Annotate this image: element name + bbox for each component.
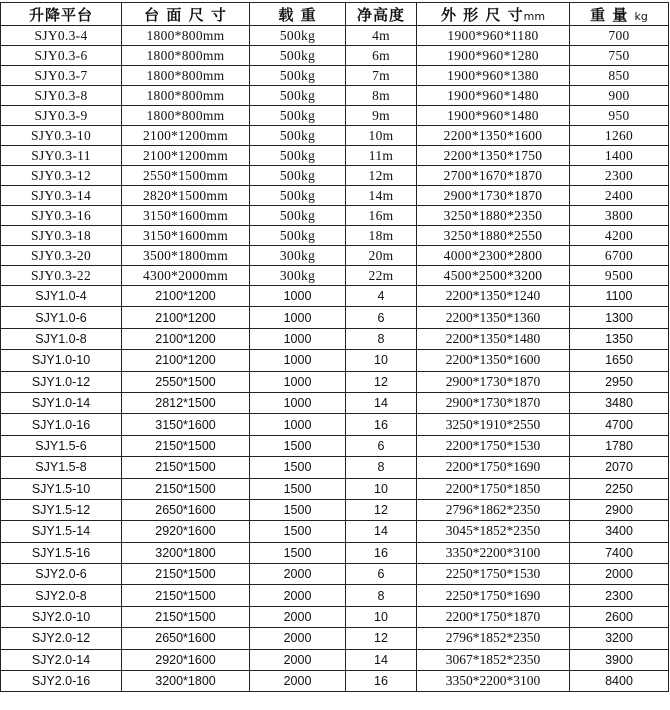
cell-outer-size: 2200*1350*1360 — [417, 307, 570, 328]
cell-table-size: 2100*1200 — [122, 307, 250, 328]
table-row — [1, 628, 669, 649]
cell-load: 1500 — [250, 521, 346, 542]
cell-weight: 1300 — [570, 307, 669, 328]
table-row — [1, 66, 669, 86]
cell-model: SJY0.3-16 — [1, 206, 122, 226]
cell-model: SJY0.3-18 — [1, 226, 122, 246]
cell-outer-size: 1900*960*1480 — [417, 106, 570, 126]
cell-table-size: 2820*1500mm — [122, 186, 250, 206]
cell-weight: 2250 — [570, 478, 669, 499]
cell-table-size: 1800*800mm — [122, 46, 250, 66]
cell-clear-height: 10 — [346, 350, 417, 371]
cell-load: 1000 — [250, 392, 346, 413]
cell-table-size: 2150*1500 — [122, 457, 250, 478]
cell-load: 1000 — [250, 371, 346, 392]
cell-weight: 3200 — [570, 628, 669, 649]
header-row — [1, 3, 669, 26]
table-row — [1, 266, 669, 286]
cell-outer-size: 2200*1350*1240 — [417, 286, 570, 307]
table-row — [1, 186, 669, 206]
cell-table-size: 1800*800mm — [122, 106, 250, 126]
cell-outer-size: 2700*1670*1870 — [417, 166, 570, 186]
cell-outer-size: 2200*1350*1600 — [417, 126, 570, 146]
cell-model: SJY1.0-14 — [1, 392, 122, 413]
cell-outer-size: 2200*1750*1530 — [417, 435, 570, 456]
cell-weight: 3800 — [570, 206, 669, 226]
heavy-duty-section — [1, 286, 669, 692]
table-row — [1, 166, 669, 186]
cell-outer-size: 2200*1750*1870 — [417, 606, 570, 627]
cell-model: SJY0.3-4 — [1, 26, 122, 46]
cell-outer-size: 3350*2200*3100 — [417, 542, 570, 563]
table-row — [1, 542, 669, 563]
cell-model: SJY0.3-20 — [1, 246, 122, 266]
cell-clear-height: 6m — [346, 46, 417, 66]
cell-load: 2000 — [250, 606, 346, 627]
table-row — [1, 606, 669, 627]
cell-weight: 8400 — [570, 671, 669, 692]
cell-load: 500kg — [250, 66, 346, 86]
cell-outer-size: 2900*1730*1870 — [417, 186, 570, 206]
cell-load: 1000 — [250, 350, 346, 371]
table-row — [1, 499, 669, 520]
cell-outer-size: 3045*1852*2350 — [417, 521, 570, 542]
cell-model: SJY1.0-4 — [1, 286, 122, 307]
cell-weight: 4700 — [570, 414, 669, 435]
cell-load: 1000 — [250, 307, 346, 328]
cell-model: SJY0.3-9 — [1, 106, 122, 126]
cell-clear-height: 9m — [346, 106, 417, 126]
cell-clear-height: 8 — [346, 328, 417, 349]
cell-load: 1500 — [250, 499, 346, 520]
cell-outer-size: 2796*1852*2350 — [417, 628, 570, 649]
table-row — [1, 371, 669, 392]
cell-model: SJY1.5-10 — [1, 478, 122, 499]
header-weight-label: 重 量 — [590, 5, 629, 24]
cell-table-size: 2100*1200 — [122, 328, 250, 349]
cell-load: 500kg — [250, 166, 346, 186]
cell-load: 2000 — [250, 585, 346, 606]
cell-load: 500kg — [250, 46, 346, 66]
cell-clear-height: 18m — [346, 226, 417, 246]
cell-weight: 2400 — [570, 186, 669, 206]
cell-table-size: 2650*1600 — [122, 499, 250, 520]
cell-model: SJY1.5-6 — [1, 435, 122, 456]
cell-model: SJY1.0-16 — [1, 414, 122, 435]
header-weight — [570, 3, 669, 26]
cell-weight: 750 — [570, 46, 669, 66]
cell-table-size: 1800*800mm — [122, 86, 250, 106]
cell-model: SJY0.3-11 — [1, 146, 122, 166]
cell-clear-height: 16m — [346, 206, 417, 226]
cell-outer-size: 2200*1750*1850 — [417, 478, 570, 499]
cell-load: 2000 — [250, 564, 346, 585]
cell-weight: 1350 — [570, 328, 669, 349]
cell-model: SJY0.3-6 — [1, 46, 122, 66]
cell-clear-height: 16 — [346, 671, 417, 692]
cell-outer-size: 2200*1350*1480 — [417, 328, 570, 349]
cell-outer-size: 2200*1350*1600 — [417, 350, 570, 371]
table-row — [1, 328, 669, 349]
table-row — [1, 414, 669, 435]
cell-clear-height: 10 — [346, 606, 417, 627]
cell-table-size: 2920*1600 — [122, 521, 250, 542]
cell-model: SJY0.3-22 — [1, 266, 122, 286]
cell-load: 500kg — [250, 206, 346, 226]
cell-clear-height: 20m — [346, 246, 417, 266]
cell-weight: 2070 — [570, 457, 669, 478]
cell-load: 500kg — [250, 226, 346, 246]
header-model: 升降平台 — [1, 3, 122, 26]
header-load: 载 重 — [250, 3, 346, 26]
cell-table-size: 2812*1500 — [122, 392, 250, 413]
cell-model: SJY1.0-12 — [1, 371, 122, 392]
cell-clear-height: 12 — [346, 371, 417, 392]
cell-weight: 2950 — [570, 371, 669, 392]
cell-weight: 1400 — [570, 146, 669, 166]
cell-model: SJY0.3-10 — [1, 126, 122, 146]
table-row — [1, 146, 669, 166]
cell-table-size: 2150*1500 — [122, 606, 250, 627]
cell-weight: 2000 — [570, 564, 669, 585]
cell-load: 500kg — [250, 106, 346, 126]
header-outer-size-label: 外 形 尺 寸 — [440, 5, 524, 24]
cell-outer-size: 2200*1350*1750 — [417, 146, 570, 166]
spec-table — [0, 2, 669, 692]
cell-model: SJY0.3-12 — [1, 166, 122, 186]
cell-outer-size: 3250*1880*2550 — [417, 226, 570, 246]
cell-table-size: 4300*2000mm — [122, 266, 250, 286]
header-outer-size-unit: mm — [523, 9, 546, 23]
cell-weight: 9500 — [570, 266, 669, 286]
cell-clear-height: 6 — [346, 564, 417, 585]
table-row — [1, 671, 669, 692]
cell-model: SJY2.0-14 — [1, 649, 122, 670]
cell-clear-height: 12 — [346, 499, 417, 520]
cell-outer-size: 2796*1862*2350 — [417, 499, 570, 520]
cell-clear-height: 4 — [346, 286, 417, 307]
cell-weight: 900 — [570, 86, 669, 106]
table-row — [1, 46, 669, 66]
table-row — [1, 126, 669, 146]
cell-table-size: 2150*1500 — [122, 435, 250, 456]
cell-weight: 1100 — [570, 286, 669, 307]
cell-table-size: 2150*1500 — [122, 478, 250, 499]
cell-outer-size: 1900*960*1280 — [417, 46, 570, 66]
cell-weight: 3480 — [570, 392, 669, 413]
cell-table-size: 1800*800mm — [122, 66, 250, 86]
cell-model: SJY1.5-12 — [1, 499, 122, 520]
cell-weight: 950 — [570, 106, 669, 126]
cell-table-size: 3150*1600mm — [122, 206, 250, 226]
cell-model: SJY2.0-12 — [1, 628, 122, 649]
cell-clear-height: 14m — [346, 186, 417, 206]
table-row — [1, 246, 669, 266]
cell-clear-height: 14 — [346, 392, 417, 413]
cell-table-size: 2100*1200mm — [122, 126, 250, 146]
cell-table-size: 3150*1600 — [122, 414, 250, 435]
cell-load: 500kg — [250, 146, 346, 166]
cell-table-size: 2150*1500 — [122, 564, 250, 585]
cell-clear-height: 8 — [346, 585, 417, 606]
cell-load: 2000 — [250, 628, 346, 649]
cell-clear-height: 11m — [346, 146, 417, 166]
cell-load: 1500 — [250, 435, 346, 456]
cell-outer-size: 2900*1730*1870 — [417, 392, 570, 413]
cell-weight: 3900 — [570, 649, 669, 670]
cell-outer-size: 2200*1750*1690 — [417, 457, 570, 478]
header-clear-height: 净高度 — [346, 3, 417, 26]
cell-clear-height: 12 — [346, 628, 417, 649]
light-duty-section — [1, 26, 669, 286]
cell-model: SJY1.0-10 — [1, 350, 122, 371]
cell-load: 1000 — [250, 286, 346, 307]
header-outer-size — [417, 3, 570, 26]
cell-clear-height: 6 — [346, 307, 417, 328]
cell-load: 300kg — [250, 246, 346, 266]
cell-model: SJY1.0-8 — [1, 328, 122, 349]
cell-load: 1500 — [250, 542, 346, 563]
cell-table-size: 3150*1600mm — [122, 226, 250, 246]
cell-outer-size: 3250*1880*2350 — [417, 206, 570, 226]
cell-clear-height: 8 — [346, 457, 417, 478]
cell-outer-size: 1900*960*1380 — [417, 66, 570, 86]
table-row — [1, 350, 669, 371]
table-row — [1, 457, 669, 478]
table-row — [1, 226, 669, 246]
cell-table-size: 2100*1200 — [122, 286, 250, 307]
cell-load: 1000 — [250, 328, 346, 349]
cell-model: SJY0.3-7 — [1, 66, 122, 86]
cell-clear-height: 8m — [346, 86, 417, 106]
cell-load: 1000 — [250, 414, 346, 435]
cell-table-size: 1800*800mm — [122, 26, 250, 46]
cell-weight: 1650 — [570, 350, 669, 371]
cell-table-size: 2100*1200mm — [122, 146, 250, 166]
cell-weight: 6700 — [570, 246, 669, 266]
cell-weight: 1260 — [570, 126, 669, 146]
cell-load: 1500 — [250, 457, 346, 478]
cell-model: SJY1.5-14 — [1, 521, 122, 542]
cell-outer-size: 3250*1910*2550 — [417, 414, 570, 435]
cell-clear-height: 6 — [346, 435, 417, 456]
cell-clear-height: 10 — [346, 478, 417, 499]
cell-outer-size: 4500*2500*3200 — [417, 266, 570, 286]
cell-load: 300kg — [250, 266, 346, 286]
cell-outer-size: 3350*2200*3100 — [417, 671, 570, 692]
cell-model: SJY1.0-6 — [1, 307, 122, 328]
cell-table-size: 3200*1800 — [122, 671, 250, 692]
cell-weight: 850 — [570, 66, 669, 86]
cell-table-size: 3200*1800 — [122, 542, 250, 563]
cell-model: SJY1.5-8 — [1, 457, 122, 478]
cell-model: SJY1.5-16 — [1, 542, 122, 563]
table-row — [1, 521, 669, 542]
cell-table-size: 2150*1500 — [122, 585, 250, 606]
table-row — [1, 392, 669, 413]
cell-load: 2000 — [250, 649, 346, 670]
cell-clear-height: 7m — [346, 66, 417, 86]
cell-model: SJY2.0-10 — [1, 606, 122, 627]
cell-table-size: 2920*1600 — [122, 649, 250, 670]
table-row — [1, 86, 669, 106]
cell-outer-size: 2900*1730*1870 — [417, 371, 570, 392]
table-row — [1, 649, 669, 670]
cell-load: 500kg — [250, 86, 346, 106]
cell-load: 1500 — [250, 478, 346, 499]
cell-table-size: 3500*1800mm — [122, 246, 250, 266]
cell-table-size: 2100*1200 — [122, 350, 250, 371]
header-table-size: 台 面 尺 寸 — [122, 3, 250, 26]
cell-table-size: 2650*1600 — [122, 628, 250, 649]
table-row — [1, 564, 669, 585]
cell-table-size: 2550*1500mm — [122, 166, 250, 186]
cell-outer-size: 2250*1750*1690 — [417, 585, 570, 606]
cell-outer-size: 1900*960*1480 — [417, 86, 570, 106]
cell-weight: 700 — [570, 26, 669, 46]
table-row — [1, 435, 669, 456]
cell-load: 500kg — [250, 26, 346, 46]
cell-weight: 7400 — [570, 542, 669, 563]
cell-weight: 3400 — [570, 521, 669, 542]
cell-load: 500kg — [250, 186, 346, 206]
cell-model: SJY2.0-16 — [1, 671, 122, 692]
cell-load: 500kg — [250, 126, 346, 146]
cell-weight: 2600 — [570, 606, 669, 627]
table-row — [1, 106, 669, 126]
cell-clear-height: 4m — [346, 26, 417, 46]
cell-model: SJY2.0-8 — [1, 585, 122, 606]
cell-weight: 2300 — [570, 585, 669, 606]
cell-clear-height: 14 — [346, 521, 417, 542]
cell-clear-height: 12m — [346, 166, 417, 186]
table-row — [1, 478, 669, 499]
cell-clear-height: 16 — [346, 542, 417, 563]
table-row — [1, 206, 669, 226]
cell-weight: 4200 — [570, 226, 669, 246]
cell-outer-size: 4000*2300*2800 — [417, 246, 570, 266]
table-row — [1, 26, 669, 46]
cell-weight: 1780 — [570, 435, 669, 456]
cell-clear-height: 22m — [346, 266, 417, 286]
cell-table-size: 2550*1500 — [122, 371, 250, 392]
cell-weight: 2900 — [570, 499, 669, 520]
cell-clear-height: 16 — [346, 414, 417, 435]
cell-load: 2000 — [250, 671, 346, 692]
table-row — [1, 307, 669, 328]
cell-model: SJY2.0-6 — [1, 564, 122, 585]
cell-weight: 2300 — [570, 166, 669, 186]
cell-model: SJY0.3-8 — [1, 86, 122, 106]
cell-outer-size: 2250*1750*1530 — [417, 564, 570, 585]
cell-clear-height: 10m — [346, 126, 417, 146]
cell-model: SJY0.3-14 — [1, 186, 122, 206]
cell-clear-height: 14 — [346, 649, 417, 670]
cell-outer-size: 3067*1852*2350 — [417, 649, 570, 670]
table-row — [1, 585, 669, 606]
cell-outer-size: 1900*960*1180 — [417, 26, 570, 46]
table-row — [1, 286, 669, 307]
header-weight-unit: kg — [634, 9, 648, 23]
